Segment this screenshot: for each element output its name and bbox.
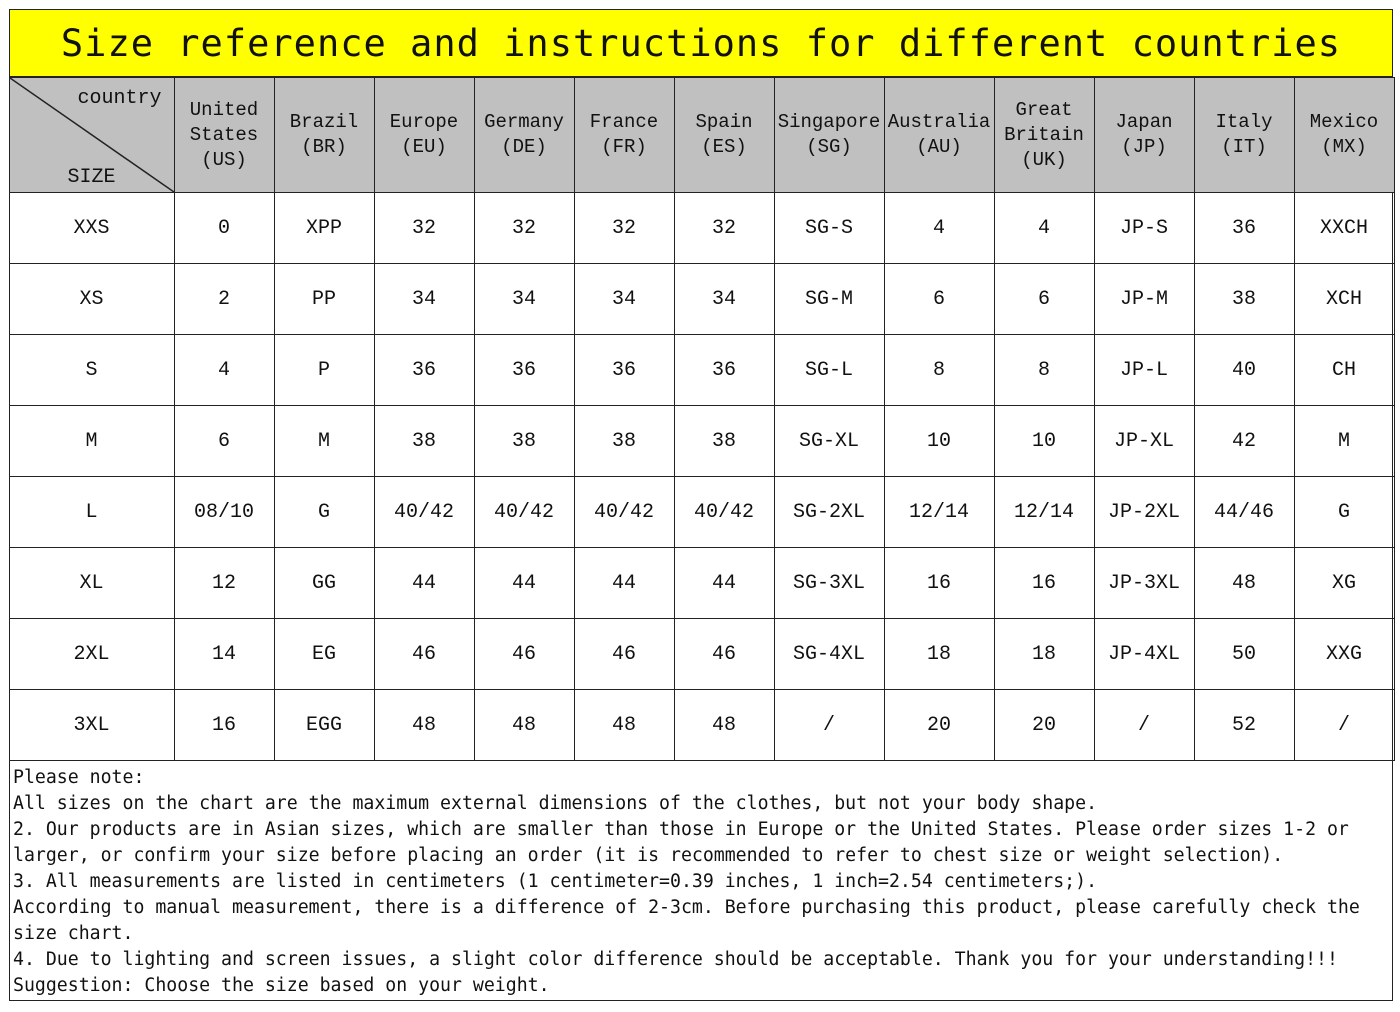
- country-header-line: Europe: [389, 111, 459, 133]
- size-value-cell: 32: [374, 193, 474, 264]
- size-label-cell: S: [9, 335, 174, 406]
- size-value-cell: SG-2XL: [774, 477, 884, 548]
- table-row: [9, 406, 1394, 477]
- country-header-line: Britain: [1004, 123, 1084, 146]
- size-value-cell: 40/42: [474, 477, 574, 548]
- size-value-cell: P: [274, 335, 374, 406]
- size-value-cell: 4: [174, 335, 274, 406]
- size-value-cell: 52: [1194, 690, 1294, 761]
- size-value-cell: G: [1294, 477, 1394, 548]
- size-value-cell: 36: [674, 335, 774, 406]
- country-header-line: Mexico: [1309, 111, 1379, 133]
- size-value-cell: 44/46: [1194, 477, 1294, 548]
- table-row: [9, 477, 1394, 548]
- size-value-cell: 46: [374, 619, 474, 690]
- country-header-line: States: [189, 123, 259, 146]
- size-value-cell: 6: [884, 264, 994, 335]
- country-header-line: (MX): [1321, 136, 1367, 158]
- size-value-cell: 48: [1194, 548, 1294, 619]
- size-value-cell: 14: [174, 619, 274, 690]
- size-value-cell: 46: [674, 619, 774, 690]
- size-value-cell: 46: [574, 619, 674, 690]
- size-value-cell: 48: [374, 690, 474, 761]
- country-header-line: (BR): [301, 136, 347, 158]
- table-row: [9, 548, 1394, 619]
- size-value-cell: 40/42: [674, 477, 774, 548]
- size-value-cell: XG: [1294, 548, 1394, 619]
- size-value-cell: EG: [274, 619, 374, 690]
- size-value-cell: 34: [374, 264, 474, 335]
- size-value-cell: JP-4XL: [1094, 619, 1194, 690]
- country-header-line: (US): [201, 148, 247, 171]
- country-header-line: (SG): [806, 136, 852, 158]
- size-value-cell: JP-2XL: [1094, 477, 1194, 548]
- size-value-cell: XPP: [274, 193, 374, 264]
- size-value-cell: JP-S: [1094, 193, 1194, 264]
- country-header-line: France: [589, 111, 659, 133]
- note-line: All sizes on the chart are the maximum external dimensions of the clothes, but not your body shape.: [13, 793, 1098, 814]
- size-label-cell: XS: [9, 264, 174, 335]
- country-header-line: Germany: [484, 111, 564, 133]
- size-value-cell: 48: [674, 690, 774, 761]
- country-header: [674, 78, 774, 193]
- country-header: [274, 78, 374, 193]
- size-value-cell: JP-L: [1094, 335, 1194, 406]
- size-value-cell: 18: [884, 619, 994, 690]
- size-value-cell: XXCH: [1294, 193, 1394, 264]
- size-label-cell: XXS: [9, 193, 174, 264]
- size-value-cell: 20: [884, 690, 994, 761]
- size-value-cell: 40: [1194, 335, 1294, 406]
- country-header: [884, 78, 994, 193]
- size-value-cell: 20: [994, 690, 1094, 761]
- size-value-cell: 16: [884, 548, 994, 619]
- country-header-line: (UK): [1021, 148, 1067, 171]
- size-value-cell: 44: [374, 548, 474, 619]
- country-header: [1094, 78, 1194, 193]
- size-value-cell: 40/42: [574, 477, 674, 548]
- country-header: [1294, 78, 1394, 193]
- size-value-cell: XCH: [1294, 264, 1394, 335]
- country-header-line: Australia: [887, 111, 991, 133]
- size-value-cell: XXG: [1294, 619, 1394, 690]
- size-value-cell: SG-3XL: [774, 548, 884, 619]
- size-value-cell: 12/14: [884, 477, 994, 548]
- size-value-cell: 46: [474, 619, 574, 690]
- country-header-line: (JP): [1121, 136, 1167, 158]
- size-value-cell: 38: [1194, 264, 1294, 335]
- size-value-cell: 40/42: [374, 477, 474, 548]
- country-header-line: Brazil: [289, 111, 359, 133]
- size-label-cell: 3XL: [9, 690, 174, 761]
- size-value-cell: 16: [994, 548, 1094, 619]
- size-value-cell: SG-L: [774, 335, 884, 406]
- size-value-cell: 6: [174, 406, 274, 477]
- size-value-cell: 2: [174, 264, 274, 335]
- country-header: [774, 78, 884, 193]
- size-value-cell: 18: [994, 619, 1094, 690]
- size-value-cell: 4: [994, 193, 1094, 264]
- size-value-cell: 36: [374, 335, 474, 406]
- size-value-cell: 38: [474, 406, 574, 477]
- table-row: [9, 193, 1394, 264]
- country-header-line: Japan: [1115, 111, 1173, 133]
- size-value-cell: 48: [574, 690, 674, 761]
- table-row: [9, 335, 1394, 406]
- size-value-cell: SG-4XL: [774, 619, 884, 690]
- size-value-cell: 10: [884, 406, 994, 477]
- size-value-cell: 36: [1194, 193, 1294, 264]
- country-header-line: Great: [1015, 98, 1073, 121]
- corner-country-label: country: [77, 87, 162, 110]
- country-header-line: (FR): [601, 136, 647, 158]
- size-label-cell: XL: [9, 548, 174, 619]
- size-value-cell: 12: [174, 548, 274, 619]
- corner-size-label: SIZE: [67, 166, 116, 189]
- size-value-cell: 50: [1194, 619, 1294, 690]
- size-value-cell: 0: [174, 193, 274, 264]
- country-header-line: Italy: [1215, 111, 1273, 133]
- size-value-cell: 16: [174, 690, 274, 761]
- country-header: [474, 78, 574, 193]
- size-value-cell: PP: [274, 264, 374, 335]
- note-line: According to manual measurement, there is a difference of 2-3cm. Before purchasing this product, please carefully check the size chart.: [13, 897, 1371, 944]
- size-value-cell: /: [1294, 690, 1394, 761]
- size-value-cell: G: [274, 477, 374, 548]
- country-header-line: (EU): [401, 136, 447, 158]
- size-chart-sheet: [9, 9, 1393, 1001]
- country-header-line: (ES): [701, 136, 747, 158]
- size-value-cell: 6: [994, 264, 1094, 335]
- country-header-line: (DE): [501, 136, 547, 158]
- table-row: [9, 690, 1394, 761]
- size-value-cell: 38: [574, 406, 674, 477]
- size-value-cell: M: [274, 406, 374, 477]
- page-title: Size reference and instructions for different countries: [10, 10, 1392, 77]
- size-value-cell: 08/10: [174, 477, 274, 548]
- size-value-cell: 48: [474, 690, 574, 761]
- size-value-cell: M: [1294, 406, 1394, 477]
- table-row: [9, 619, 1394, 690]
- size-value-cell: /: [774, 690, 884, 761]
- size-value-cell: 38: [374, 406, 474, 477]
- country-header: [174, 78, 274, 193]
- size-value-cell: GG: [274, 548, 374, 619]
- size-value-cell: 38: [674, 406, 774, 477]
- size-value-cell: JP-M: [1094, 264, 1194, 335]
- size-value-cell: 36: [474, 335, 574, 406]
- size-label-cell: L: [9, 477, 174, 548]
- size-value-cell: 32: [574, 193, 674, 264]
- size-value-cell: /: [1094, 690, 1194, 761]
- size-value-cell: CH: [1294, 335, 1394, 406]
- country-header: [574, 78, 674, 193]
- size-value-cell: JP-3XL: [1094, 548, 1194, 619]
- size-value-cell: 36: [574, 335, 674, 406]
- size-label-cell: M: [9, 406, 174, 477]
- country-header-line: United: [189, 98, 259, 121]
- size-value-cell: 4: [884, 193, 994, 264]
- size-value-cell: 42: [1194, 406, 1294, 477]
- size-value-cell: SG-S: [774, 193, 884, 264]
- size-value-cell: 8: [884, 335, 994, 406]
- notes-section: [10, 761, 1392, 1003]
- size-value-cell: 34: [474, 264, 574, 335]
- country-header-line: Spain: [695, 111, 753, 133]
- size-value-cell: 12/14: [994, 477, 1094, 548]
- country-header-line: Singapore: [777, 111, 881, 133]
- size-value-cell: 34: [674, 264, 774, 335]
- size-value-cell: 32: [474, 193, 574, 264]
- size-value-cell: 34: [574, 264, 674, 335]
- note-line: Suggestion: Choose the size based on your weight.: [13, 975, 550, 996]
- size-value-cell: 44: [674, 548, 774, 619]
- size-value-cell: 10: [994, 406, 1094, 477]
- size-value-cell: 8: [994, 335, 1094, 406]
- note-line: 4. Due to lighting and screen issues, a slight color difference should be acceptable. Thank you for your understanding!!!: [13, 949, 1338, 970]
- size-value-cell: SG-M: [774, 264, 884, 335]
- country-header-line: (IT): [1221, 136, 1267, 158]
- note-line: 3. All measurements are listed in centimeters (1 centimeter=0.39 inches, 1 inch=2.54 centimeters;).: [13, 871, 1098, 892]
- country-header: [994, 78, 1094, 193]
- country-header: [374, 78, 474, 193]
- corner-header: [9, 78, 174, 193]
- note-line: 2. Our products are in Asian sizes, which are smaller than those in Europe or the United States. Please order sizes 1-2 or larger, or confirm your size before placing an order (it is recommended to refer to chest size or weight selection).: [13, 819, 1360, 866]
- country-header-line: (AU): [916, 136, 962, 158]
- size-label-cell: 2XL: [9, 619, 174, 690]
- size-value-cell: SG-XL: [774, 406, 884, 477]
- size-table: [9, 77, 1395, 761]
- size-value-cell: JP-XL: [1094, 406, 1194, 477]
- size-value-cell: EGG: [274, 690, 374, 761]
- header-row: [9, 78, 1394, 193]
- size-value-cell: 44: [574, 548, 674, 619]
- size-value-cell: 44: [474, 548, 574, 619]
- table-row: [9, 264, 1394, 335]
- country-header: [1194, 78, 1294, 193]
- note-line: Please note:: [13, 767, 145, 788]
- size-value-cell: 32: [674, 193, 774, 264]
